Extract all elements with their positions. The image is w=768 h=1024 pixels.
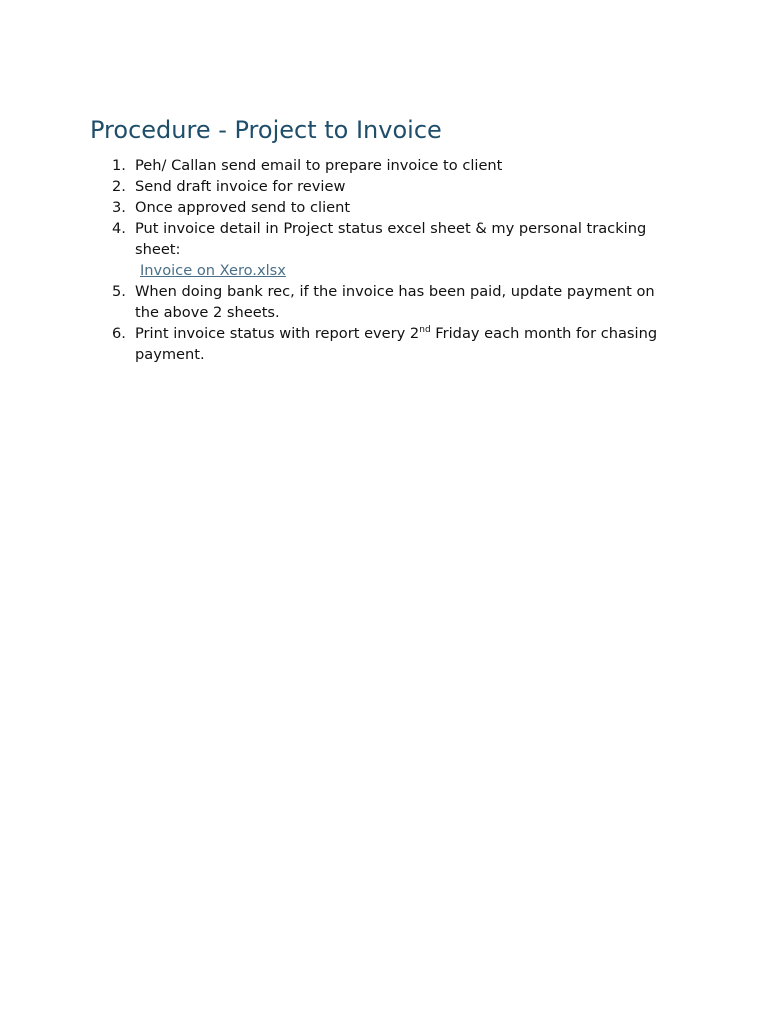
step-text: Send draft invoice for review (135, 178, 346, 195)
list-item (0, 281, 680, 323)
step-text: Peh/ Callan send email to prepare invoice to client (135, 157, 503, 174)
step-text: Once approved send to client (135, 199, 351, 216)
step-text: Put invoice detail in Project status excel sheet & my personal tracking sheet: (135, 220, 647, 258)
ordinal-superscript: nd (419, 325, 431, 335)
step-number: 5. (112, 283, 126, 300)
step-number: 1. (112, 157, 126, 174)
page-title: Procedure - Project to Invoice (90, 116, 442, 144)
step-number: 2. (112, 178, 126, 195)
step-link-line (135, 260, 680, 281)
step-number: 4. (112, 220, 126, 237)
list-item (0, 197, 680, 218)
step-text-after: Friday each month for chasing payment. (135, 325, 658, 363)
step-number: 3. (112, 199, 126, 216)
list-item (0, 218, 680, 281)
list-item (0, 176, 680, 197)
procedure-steps-list (0, 155, 768, 365)
step-text: When doing bank rec, if the invoice has been paid, update payment on the above 2 sheets. (135, 283, 655, 321)
step-number: 6. (112, 325, 126, 342)
list-item (0, 323, 680, 365)
xero-invoice-file-link[interactable]: Invoice on Xero.xlsx (140, 262, 286, 279)
list-item (0, 155, 680, 176)
step-text-before: Print invoice status with report every 2 (135, 325, 420, 342)
